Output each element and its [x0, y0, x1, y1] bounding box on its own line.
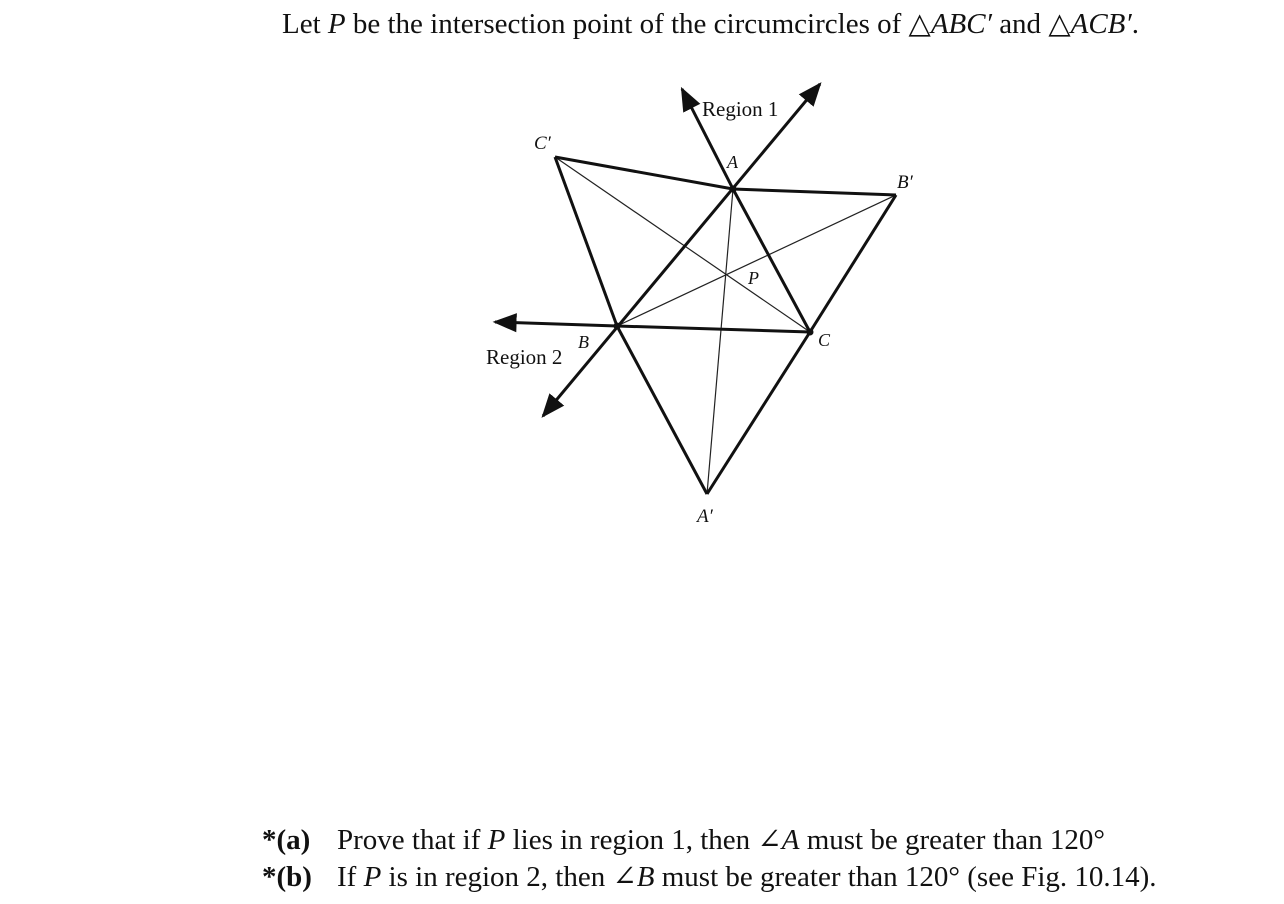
label-p: P: [748, 268, 759, 288]
triangle-abc-prime: △ABC′: [908, 8, 992, 40]
ray-from-b-left: [495, 322, 617, 326]
label-b: B: [578, 332, 589, 352]
label-c: C: [818, 330, 831, 350]
problem-a: [262, 822, 1157, 859]
segment-a-c: [733, 189, 810, 332]
problem-a-tag: *(a): [262, 824, 311, 856]
point-b-dot: [614, 323, 621, 330]
label-a-prime: A′: [697, 506, 713, 527]
line-c-cprime: [555, 157, 810, 332]
problem-b-text: If P is in region 2, then ∠B must be greater than 120° (see Fig. 10.14).: [337, 861, 1157, 893]
line-a-aprime: [707, 189, 733, 494]
label-c-prime: C′: [534, 133, 551, 154]
segment-a-bprime: [733, 189, 896, 195]
problem-b-tag: *(b): [262, 861, 312, 893]
label-region-2: Region 2: [486, 345, 563, 369]
segment-cprime-a: [555, 157, 733, 189]
problem-list: [262, 822, 1157, 896]
segment-b-aprime: [617, 326, 707, 494]
intro-sentence: Let P be the intersection point of the circumcircles of △ABC′ and △ACB′.: [282, 8, 1139, 40]
segment-b-c: [617, 326, 810, 332]
point-a-dot: [730, 186, 737, 193]
label-a: A: [727, 152, 738, 172]
problem-a-text: Prove that if P lies in region 1, then ∠A must be greater than 120°: [337, 824, 1105, 856]
point-c-dot: [807, 329, 814, 336]
label-region-1: Region 1: [702, 97, 779, 121]
segment-c-aprime: [707, 332, 810, 494]
triangle-acb-prime: △ACB′: [1048, 8, 1132, 40]
label-b-prime: B′: [897, 172, 913, 193]
problem-b: [262, 859, 1157, 896]
segment-cprime-b: [555, 157, 617, 326]
